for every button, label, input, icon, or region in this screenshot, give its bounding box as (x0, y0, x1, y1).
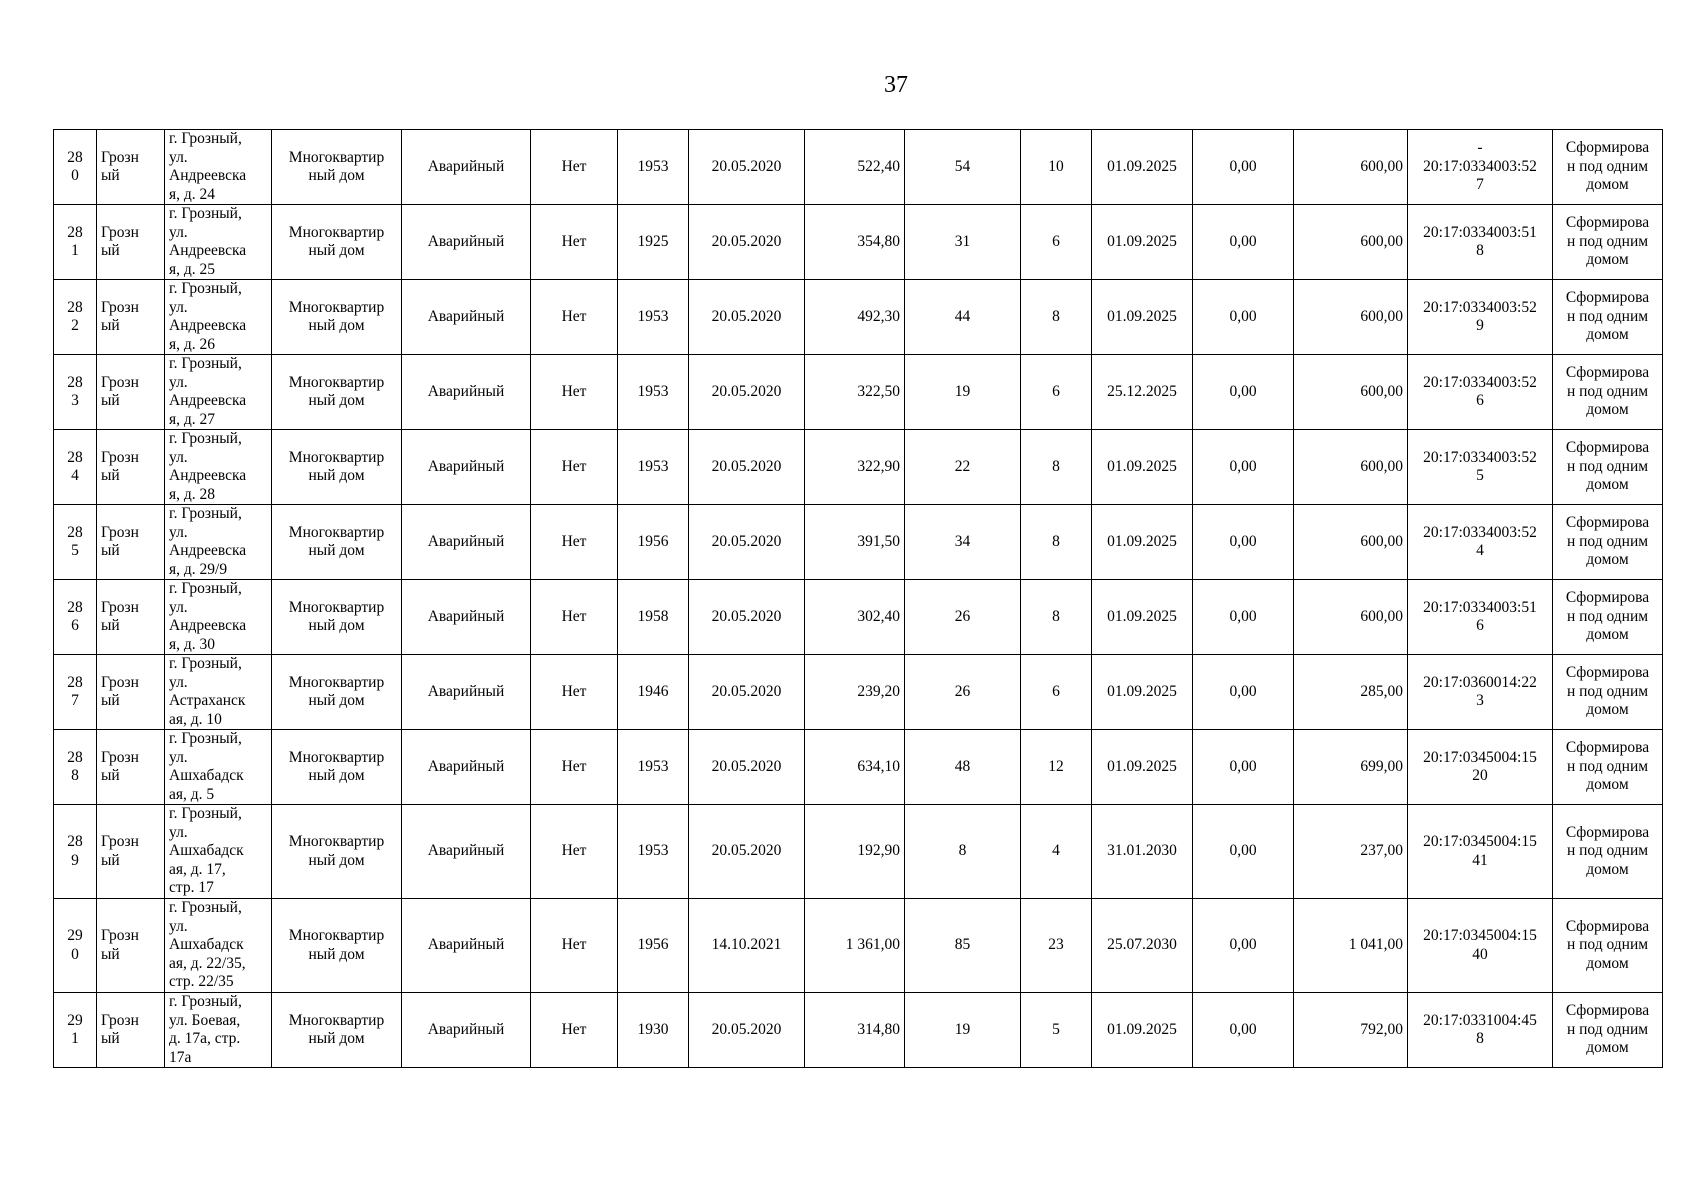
land-area-cell: 600,00 (1294, 505, 1408, 580)
apartments-cell: 8 (1021, 505, 1092, 580)
land-area-cell: 285,00 (1294, 655, 1408, 730)
city-cell: Грозн ый (97, 993, 165, 1068)
year-built-cell: 1946 (618, 655, 689, 730)
residents-cell: 31 (905, 205, 1021, 280)
page-number: 37 (884, 72, 908, 98)
building-type-cell: Многоквартир ный дом (272, 430, 402, 505)
cadastral-number-cell: 20:17:0334003:52 6 (1408, 355, 1553, 430)
status-cell: Аварийный (402, 580, 531, 655)
note-cell: Сформирова н под одним домом (1553, 580, 1663, 655)
address-cell: г. Грозный, ул. Боевая, д. 17а, стр. 17а (165, 993, 272, 1068)
land-area-cell: 600,00 (1294, 280, 1408, 355)
recognition-date-cell: 20.05.2020 (689, 205, 805, 280)
city-cell: Грозн ый (97, 730, 165, 805)
building-type-cell: Многоквартир ный дом (272, 130, 402, 205)
table-row (54, 805, 1663, 899)
resettlement-date-cell: 01.09.2025 (1092, 205, 1193, 280)
land-area-cell: 600,00 (1294, 205, 1408, 280)
status-cell: Аварийный (402, 280, 531, 355)
address-cell: г. Грозный, ул. Андреевска я, д. 29/9 (165, 505, 272, 580)
value-cell: 0,00 (1193, 655, 1294, 730)
cultural-heritage-cell: Нет (531, 993, 618, 1068)
apartments-cell: 5 (1021, 993, 1092, 1068)
city-cell: Грозн ый (97, 580, 165, 655)
city-cell: Грозн ый (97, 505, 165, 580)
cultural-heritage-cell: Нет (531, 805, 618, 899)
value-cell: 0,00 (1193, 205, 1294, 280)
row-number: 28 9 (54, 805, 97, 899)
residents-cell: 34 (905, 505, 1021, 580)
year-built-cell: 1956 (618, 899, 689, 993)
year-built-cell: 1958 (618, 580, 689, 655)
row-number: 28 1 (54, 205, 97, 280)
address-cell: г. Грозный, ул. Ашхабадск ая, д. 22/35, стр. 22/35 (165, 899, 272, 993)
area-cell: 354,80 (805, 205, 905, 280)
resettlement-date-cell: 01.09.2025 (1092, 655, 1193, 730)
recognition-date-cell: 20.05.2020 (689, 355, 805, 430)
apartments-cell: 6 (1021, 655, 1092, 730)
row-number: 28 3 (54, 355, 97, 430)
value-cell: 0,00 (1193, 580, 1294, 655)
year-built-cell: 1953 (618, 355, 689, 430)
address-cell: г. Грозный, ул. Андреевска я, д. 24 (165, 130, 272, 205)
resettlement-date-cell: 25.07.2030 (1092, 899, 1193, 993)
status-cell: Аварийный (402, 205, 531, 280)
table-row (54, 280, 1663, 355)
note-cell: Сформирова н под одним домом (1553, 130, 1663, 205)
recognition-date-cell: 20.05.2020 (689, 580, 805, 655)
row-number: 28 8 (54, 730, 97, 805)
cadastral-number-cell: 20:17:0334003:52 4 (1408, 505, 1553, 580)
table-row (54, 580, 1663, 655)
value-cell: 0,00 (1193, 805, 1294, 899)
area-cell: 322,90 (805, 430, 905, 505)
table-row (54, 505, 1663, 580)
cadastral-number-cell: 20:17:0331004:45 8 (1408, 993, 1553, 1068)
address-cell: г. Грозный, ул. Ашхабадск ая, д. 5 (165, 730, 272, 805)
address-cell: г. Грозный, ул. Андреевска я, д. 27 (165, 355, 272, 430)
note-cell: Сформирова н под одним домом (1553, 205, 1663, 280)
land-area-cell: 600,00 (1294, 580, 1408, 655)
year-built-cell: 1953 (618, 130, 689, 205)
resettlement-date-cell: 01.09.2025 (1092, 280, 1193, 355)
apartments-cell: 4 (1021, 805, 1092, 899)
apartments-cell: 10 (1021, 130, 1092, 205)
resettlement-date-cell: 01.09.2025 (1092, 730, 1193, 805)
cultural-heritage-cell: Нет (531, 899, 618, 993)
area-cell: 192,90 (805, 805, 905, 899)
cadastral-number-cell: 20:17:0334003:52 5 (1408, 430, 1553, 505)
city-cell: Грозн ый (97, 205, 165, 280)
row-number: 28 0 (54, 130, 97, 205)
city-cell: Грозн ый (97, 130, 165, 205)
table-row (54, 205, 1663, 280)
cultural-heritage-cell: Нет (531, 505, 618, 580)
cultural-heritage-cell: Нет (531, 205, 618, 280)
land-area-cell: 792,00 (1294, 993, 1408, 1068)
cultural-heritage-cell: Нет (531, 430, 618, 505)
address-cell: г. Грозный, ул. Ашхабадск ая, д. 17, стр. 17 (165, 805, 272, 899)
year-built-cell: 1953 (618, 280, 689, 355)
recognition-date-cell: 20.05.2020 (689, 430, 805, 505)
building-type-cell: Многоквартир ный дом (272, 280, 402, 355)
note-cell: Сформирова н под одним домом (1553, 655, 1663, 730)
building-type-cell: Многоквартир ный дом (272, 730, 402, 805)
note-cell: Сформирова н под одним домом (1553, 355, 1663, 430)
status-cell: Аварийный (402, 505, 531, 580)
area-cell: 302,40 (805, 580, 905, 655)
cultural-heritage-cell: Нет (531, 355, 618, 430)
note-cell: Сформирова н под одним домом (1553, 430, 1663, 505)
table-row (54, 430, 1663, 505)
residents-cell: 8 (905, 805, 1021, 899)
value-cell: 0,00 (1193, 730, 1294, 805)
residents-cell: 85 (905, 899, 1021, 993)
row-number: 28 7 (54, 655, 97, 730)
apartments-cell: 6 (1021, 355, 1092, 430)
year-built-cell: 1930 (618, 993, 689, 1068)
year-built-cell: 1953 (618, 805, 689, 899)
land-area-cell: 600,00 (1294, 130, 1408, 205)
area-cell: 634,10 (805, 730, 905, 805)
year-built-cell: 1953 (618, 730, 689, 805)
city-cell: Грозн ый (97, 899, 165, 993)
cultural-heritage-cell: Нет (531, 730, 618, 805)
land-area-cell: 699,00 (1294, 730, 1408, 805)
residents-cell: 44 (905, 280, 1021, 355)
status-cell: Аварийный (402, 130, 531, 205)
residents-cell: 19 (905, 355, 1021, 430)
value-cell: 0,00 (1193, 993, 1294, 1068)
cultural-heritage-cell: Нет (531, 655, 618, 730)
address-cell: г. Грозный, ул. Андреевска я, д. 28 (165, 430, 272, 505)
city-cell: Грозн ый (97, 280, 165, 355)
table-row (54, 730, 1663, 805)
building-type-cell: Многоквартир ный дом (272, 805, 402, 899)
status-cell: Аварийный (402, 805, 531, 899)
building-type-cell: Многоквартир ный дом (272, 655, 402, 730)
address-cell: г. Грозный, ул. Андреевска я, д. 30 (165, 580, 272, 655)
recognition-date-cell: 20.05.2020 (689, 805, 805, 899)
residents-cell: 54 (905, 130, 1021, 205)
residents-cell: 26 (905, 655, 1021, 730)
resettlement-date-cell: 01.09.2025 (1092, 580, 1193, 655)
row-number: 29 0 (54, 899, 97, 993)
resettlement-date-cell: 01.09.2025 (1092, 505, 1193, 580)
cadastral-number-cell: 20:17:0334003:52 9 (1408, 280, 1553, 355)
city-cell: Грозн ый (97, 430, 165, 505)
status-cell: Аварийный (402, 355, 531, 430)
value-cell: 0,00 (1193, 280, 1294, 355)
note-cell: Сформирова н под одним домом (1553, 805, 1663, 899)
resettlement-date-cell: 31.01.2030 (1092, 805, 1193, 899)
residents-cell: 22 (905, 430, 1021, 505)
apartments-cell: 8 (1021, 580, 1092, 655)
status-cell: Аварийный (402, 655, 531, 730)
address-cell: г. Грозный, ул. Андреевска я, д. 25 (165, 205, 272, 280)
building-type-cell: Многоквартир ный дом (272, 205, 402, 280)
area-cell: 1 361,00 (805, 899, 905, 993)
row-number: 28 2 (54, 280, 97, 355)
cultural-heritage-cell: Нет (531, 130, 618, 205)
land-area-cell: 600,00 (1294, 430, 1408, 505)
table-row (54, 993, 1663, 1068)
value-cell: 0,00 (1193, 355, 1294, 430)
apartments-cell: 12 (1021, 730, 1092, 805)
area-cell: 522,40 (805, 130, 905, 205)
table-row (54, 355, 1663, 430)
status-cell: Аварийный (402, 993, 531, 1068)
cadastral-number-cell: 20:17:0345004:15 20 (1408, 730, 1553, 805)
value-cell: 0,00 (1193, 430, 1294, 505)
status-cell: Аварийный (402, 899, 531, 993)
year-built-cell: 1925 (618, 205, 689, 280)
housing-registry-table (53, 129, 1663, 1068)
area-cell: 239,20 (805, 655, 905, 730)
table-row (54, 130, 1663, 205)
recognition-date-cell: 20.05.2020 (689, 655, 805, 730)
building-type-cell: Многоквартир ный дом (272, 505, 402, 580)
cadastral-number-cell: 20:17:0360014:22 3 (1408, 655, 1553, 730)
area-cell: 314,80 (805, 993, 905, 1068)
land-area-cell: 600,00 (1294, 355, 1408, 430)
year-built-cell: 1953 (618, 430, 689, 505)
recognition-date-cell: 20.05.2020 (689, 505, 805, 580)
building-type-cell: Многоквартир ный дом (272, 899, 402, 993)
area-cell: 492,30 (805, 280, 905, 355)
area-cell: 322,50 (805, 355, 905, 430)
city-cell: Грозн ый (97, 655, 165, 730)
apartments-cell: 6 (1021, 205, 1092, 280)
row-number: 29 1 (54, 993, 97, 1068)
row-number: 28 4 (54, 430, 97, 505)
address-cell: г. Грозный, ул. Астраханск ая, д. 10 (165, 655, 272, 730)
resettlement-date-cell: 25.12.2025 (1092, 355, 1193, 430)
resettlement-date-cell: 01.09.2025 (1092, 430, 1193, 505)
area-cell: 391,50 (805, 505, 905, 580)
recognition-date-cell: 20.05.2020 (689, 130, 805, 205)
cadastral-number-cell: 20:17:0334003:51 8 (1408, 205, 1553, 280)
apartments-cell: 8 (1021, 280, 1092, 355)
value-cell: 0,00 (1193, 130, 1294, 205)
residents-cell: 19 (905, 993, 1021, 1068)
residents-cell: 48 (905, 730, 1021, 805)
note-cell: Сформирова н под одним домом (1553, 505, 1663, 580)
city-cell: Грозн ый (97, 355, 165, 430)
row-number: 28 5 (54, 505, 97, 580)
city-cell: Грозн ый (97, 805, 165, 899)
table-row (54, 655, 1663, 730)
address-cell: г. Грозный, ул. Андреевска я, д. 26 (165, 280, 272, 355)
land-area-cell: 237,00 (1294, 805, 1408, 899)
cultural-heritage-cell: Нет (531, 580, 618, 655)
cadastral-number-cell: 20:17:0334003:51 6 (1408, 580, 1553, 655)
recognition-date-cell: 14.10.2021 (689, 899, 805, 993)
land-area-cell: 1 041,00 (1294, 899, 1408, 993)
row-number: 28 6 (54, 580, 97, 655)
status-cell: Аварийный (402, 730, 531, 805)
value-cell: 0,00 (1193, 899, 1294, 993)
cadastral-number-cell: 20:17:0345004:15 41 (1408, 805, 1553, 899)
cadastral-number-cell: 20:17:0345004:15 40 (1408, 899, 1553, 993)
note-cell: Сформирова н под одним домом (1553, 993, 1663, 1068)
recognition-date-cell: 20.05.2020 (689, 993, 805, 1068)
resettlement-date-cell: 01.09.2025 (1092, 130, 1193, 205)
note-cell: Сформирова н под одним домом (1553, 730, 1663, 805)
apartments-cell: 23 (1021, 899, 1092, 993)
status-cell: Аварийный (402, 430, 531, 505)
recognition-date-cell: 20.05.2020 (689, 280, 805, 355)
resettlement-date-cell: 01.09.2025 (1092, 993, 1193, 1068)
value-cell: 0,00 (1193, 505, 1294, 580)
building-type-cell: Многоквартир ный дом (272, 580, 402, 655)
residents-cell: 26 (905, 580, 1021, 655)
building-type-cell: Многоквартир ный дом (272, 355, 402, 430)
building-type-cell: Многоквартир ный дом (272, 993, 402, 1068)
note-cell: Сформирова н под одним домом (1553, 280, 1663, 355)
apartments-cell: 8 (1021, 430, 1092, 505)
cadastral-number-cell: - 20:17:0334003:52 7 (1408, 130, 1553, 205)
note-cell: Сформирова н под одним домом (1553, 899, 1663, 993)
table-row (54, 899, 1663, 993)
recognition-date-cell: 20.05.2020 (689, 730, 805, 805)
year-built-cell: 1956 (618, 505, 689, 580)
cultural-heritage-cell: Нет (531, 280, 618, 355)
